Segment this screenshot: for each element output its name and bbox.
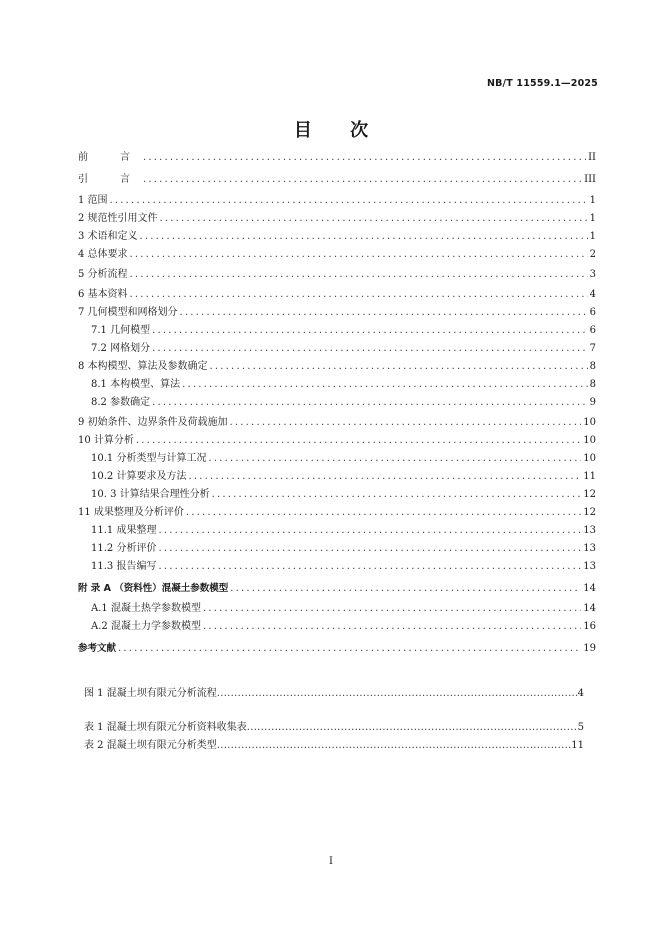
dot-leader — [182, 377, 588, 393]
toc-entry-label: A.2 混凝土力学参数模型 — [91, 621, 201, 632]
toc-entry-label: 11 成果整理及分析评价 — [78, 507, 184, 518]
table-entry-page: 11 — [571, 740, 584, 751]
toc-entry[interactable] — [78, 505, 596, 521]
toc-entry-label: 8.1 本构模型、算法 — [91, 379, 181, 390]
toc-entry[interactable] — [91, 619, 596, 635]
toc-entry-page: II — [588, 152, 596, 163]
toc-entry-label: 10.2 计算要求及方法 — [91, 471, 187, 482]
table-entry[interactable] — [84, 720, 584, 736]
toc-entry-page: 2 — [589, 249, 596, 260]
table-entry[interactable] — [84, 738, 584, 754]
toc-entry-label: 11.3 报告编写 — [91, 561, 157, 572]
page-number: I — [329, 856, 333, 867]
dot-leader — [217, 738, 572, 754]
toc-entry-label: 6 基本资料 — [78, 289, 128, 300]
toc-entry-label: 前 言 — [78, 152, 141, 163]
toc-entry[interactable] — [91, 451, 596, 467]
dot-leader — [160, 211, 588, 227]
toc-entry-label: 8.2 参数确定 — [91, 397, 151, 408]
dot-leader — [203, 601, 581, 617]
dot-leader — [143, 150, 586, 166]
toc-entry-label: 10. 3 计算结果合理性分析 — [91, 489, 210, 500]
toc-entry[interactable] — [78, 150, 596, 166]
toc-entry-page: 9 — [589, 397, 596, 408]
toc-entry-page: 12 — [583, 507, 596, 518]
figure-entry-page: 4 — [577, 688, 584, 699]
toc-entry-page: 8 — [589, 379, 596, 390]
dot-leader — [118, 641, 581, 657]
toc-entry-page: 6 — [589, 307, 596, 318]
toc-entry[interactable] — [91, 377, 596, 393]
dot-leader — [180, 305, 588, 321]
toc-entry[interactable] — [91, 523, 596, 539]
figure-entry[interactable] — [84, 686, 584, 702]
dot-leader — [158, 523, 581, 539]
dot-leader — [152, 323, 588, 339]
dot-leader — [110, 193, 588, 209]
table-entry-page: 5 — [577, 722, 584, 733]
toc-entry-label: 参考文献 — [78, 643, 117, 654]
toc-entry[interactable] — [91, 395, 596, 411]
toc-entry[interactable] — [78, 172, 596, 188]
table-entry-label: 表 2 混凝土坝有限元分析类型 — [84, 740, 217, 751]
toc-entry-page: 10 — [583, 435, 596, 446]
toc-entry[interactable] — [78, 267, 596, 283]
toc-entry-page: 19 — [583, 643, 596, 654]
toc-entry-page: III — [584, 174, 596, 185]
toc-entry-label: 10.1 分析类型与计算工况 — [91, 453, 207, 464]
dot-leader — [186, 505, 581, 521]
toc-entry-label: 2 规范性引用文件 — [78, 213, 158, 224]
toc-entry-label: 3 术语和定义 — [78, 231, 138, 242]
dot-leader — [136, 433, 581, 449]
toc-entry-page: 16 — [583, 621, 596, 632]
page-title: 目 次 — [293, 120, 385, 141]
toc-entry-page: 14 — [583, 603, 596, 614]
toc-entry[interactable] — [91, 341, 596, 357]
dot-leader — [130, 287, 588, 303]
toc-entry-page: 1 — [589, 195, 596, 206]
toc-entry[interactable] — [78, 641, 596, 657]
dot-leader — [158, 541, 581, 557]
toc-entry[interactable] — [78, 193, 596, 209]
toc-entry-label: 7 几何模型和网格划分 — [78, 307, 178, 318]
dot-leader — [208, 451, 581, 467]
dot-leader — [230, 581, 581, 597]
toc-entry-label: A.1 混凝土热学参数模型 — [91, 603, 201, 614]
toc-entry[interactable] — [78, 415, 596, 431]
dot-leader — [230, 415, 582, 431]
figure-entry-label: 图 1 混凝土坝有限元分析流程 — [84, 688, 217, 699]
toc-entry[interactable] — [91, 323, 596, 339]
dot-leader — [203, 619, 581, 635]
dot-leader — [140, 229, 588, 245]
toc-entry-label: 5 分析流程 — [78, 269, 128, 280]
toc-entry-page: 13 — [583, 543, 596, 554]
toc-entry-label: 8 本构模型、算法及参数确定 — [78, 361, 208, 372]
toc-entry-label: 引 言 — [78, 174, 141, 185]
toc-entry-page: 10 — [583, 417, 596, 428]
dot-leader — [130, 247, 588, 263]
standard-code: NB/T 11559.1—2025 — [486, 78, 598, 89]
toc-entry-page: 11 — [583, 471, 596, 482]
toc-entry-page: 1 — [589, 231, 596, 242]
toc-entry[interactable] — [91, 559, 596, 575]
toc-entry-label: 7.2 网格划分 — [91, 343, 151, 354]
toc-entry[interactable] — [78, 287, 596, 303]
toc-entry-page: 6 — [589, 325, 596, 336]
toc-entry-page: 3 — [589, 269, 596, 280]
toc-entry-label: 9 初始条件、边界条件及荷载施加 — [78, 417, 228, 428]
toc-entry-page: 7 — [589, 343, 596, 354]
toc-entry-label: 10 计算分析 — [78, 435, 134, 446]
toc-entry-page: 1 — [589, 213, 596, 224]
toc-entry[interactable] — [78, 229, 596, 245]
toc-entry[interactable] — [78, 359, 596, 375]
toc-entry-page: 12 — [583, 489, 596, 500]
dot-leader — [152, 341, 588, 357]
toc-entry[interactable] — [78, 433, 596, 449]
toc-entry[interactable] — [91, 487, 596, 503]
dot-leader — [188, 469, 581, 485]
toc-entry-label: 4 总体要求 — [78, 249, 128, 260]
dot-leader — [210, 359, 588, 375]
toc-entry[interactable] — [78, 581, 596, 597]
toc-entry-label: 11.1 成果整理 — [91, 525, 157, 536]
dot-leader — [152, 395, 588, 411]
toc-entry[interactable] — [78, 247, 596, 263]
dot-leader — [247, 720, 578, 736]
toc-entry-label: 1 范围 — [78, 195, 108, 206]
toc-entry-page: 14 — [583, 583, 596, 594]
dot-leader — [130, 267, 588, 283]
toc-entry-page: 4 — [589, 289, 596, 300]
dot-leader — [158, 559, 581, 575]
toc-entry-page: 10 — [583, 453, 596, 464]
dot-leader — [143, 172, 582, 188]
toc-entry[interactable] — [91, 541, 596, 557]
toc-entry[interactable] — [91, 601, 596, 617]
dot-leader — [212, 487, 582, 503]
toc-entry[interactable] — [78, 305, 596, 321]
table-entry-label: 表 1 混凝土坝有限元分析资料收集表 — [84, 722, 247, 733]
toc-entry-label: 11.2 分析评价 — [91, 543, 157, 554]
dot-leader — [217, 686, 578, 702]
toc-entry-page: 13 — [583, 525, 596, 536]
toc-entry-page: 13 — [583, 561, 596, 572]
toc-entry-label: 附 录 A （资料性）混凝土参数模型 — [78, 583, 229, 594]
toc-entry[interactable] — [91, 469, 596, 485]
toc-entry-page: 8 — [589, 361, 596, 372]
toc-entry[interactable] — [78, 211, 596, 227]
toc-entry-label: 7.1 几何模型 — [91, 325, 151, 336]
